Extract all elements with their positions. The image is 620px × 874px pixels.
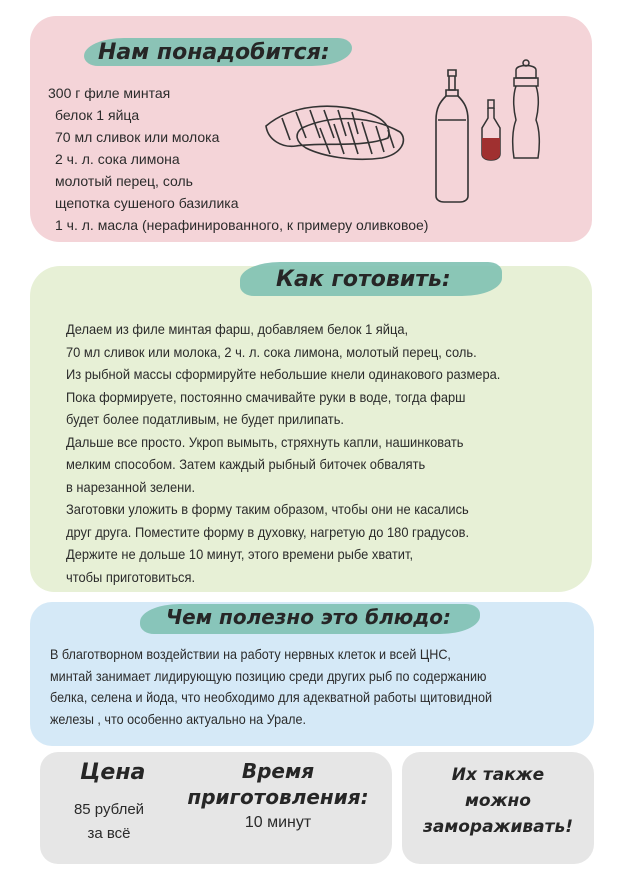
ingredient-item: 70 мл сливок или молока <box>55 129 220 145</box>
method-line: друг друга. Поместите форму в духовку, нагретую до 180 градусов. <box>66 523 470 540</box>
method-line: чтобы приготовиться. <box>66 568 196 585</box>
method-line: Держите не дольше 10 минут, этого времени рыбе хватит, <box>66 546 414 562</box>
fish-fillet-icon <box>262 98 410 166</box>
method-line: 70 мл сливок или молока, 2 ч. л. сока лимона, молотый перец, соль. <box>66 343 477 360</box>
cruet-bottle-icon <box>476 98 506 162</box>
price-note: за всё <box>87 825 131 842</box>
method-text <box>66 318 500 588</box>
benefit-line: В благотворном воздействии на работу нервных клеток и всей ЦНС, <box>50 646 451 662</box>
method-line: Заготовки уложить в форму таким образом, чтобы они не касались <box>66 501 469 517</box>
method-line: мелким способом. Затем каждый рыбный биточек обвалять <box>66 456 426 472</box>
method-line: Дальше все просто. Укроп вымыть, стряхнуть капли, нашинковать <box>66 433 464 450</box>
price-title: Цена <box>80 760 146 785</box>
method-line: Пока формируете, постоянно смачивайте руки в воде, тогда фарш <box>66 388 466 405</box>
time-title: приготовления: <box>187 785 369 809</box>
price-value <box>54 798 164 846</box>
benefit-line: минтай занимает лидирующую позицию среди других рыб по содержанию <box>50 667 487 684</box>
benefits-title: Чем полезно это блюдо: <box>166 605 452 629</box>
ingredient-item: 300 г филе минтая <box>48 85 171 101</box>
ingredient-item: молотый перец, соль <box>55 173 193 189</box>
ingredient-item: 2 ч. л. сока лимона <box>55 151 180 167</box>
freeze-line: замораживать! <box>423 817 573 837</box>
benefit-line: железы , что особенно актуально на Урале. <box>50 710 307 727</box>
pepper-mill-icon <box>508 58 544 162</box>
method-line: Из рыбной массы сформируйте небольшие кнели одинакового размера. <box>66 366 501 382</box>
time-value: 10 минут <box>244 814 312 831</box>
benefits-text <box>50 644 492 730</box>
freeze-note <box>406 762 590 840</box>
ingredients-title: Нам понадобится: <box>98 40 330 65</box>
time-title: Время <box>241 759 315 783</box>
freeze-line: можно <box>465 791 531 811</box>
ingredient-item: 1 ч. л. масла (нерафинированного, к примеру оливковое) <box>55 217 429 233</box>
ingredient-item: белок 1 яйца <box>55 107 140 123</box>
method-title: Как готовить: <box>276 267 451 292</box>
time-block <box>178 758 378 836</box>
oil-bottle-icon <box>430 68 474 204</box>
method-line: Делаем из филе минтая фарш, добавляем белок 1 яйца, <box>66 321 409 337</box>
freeze-line: Их также <box>451 765 545 785</box>
method-line: в нарезанной зелени. <box>66 478 196 495</box>
method-line: будет более податливым, не будет прилипать. <box>66 411 344 427</box>
benefit-line: белка, селена и йода, что необходимо для адекватной работы щитовидной <box>50 689 493 705</box>
ingredient-item: щепотка сушеного базилика <box>55 195 239 211</box>
price-amount: 85 рублей <box>73 801 145 818</box>
